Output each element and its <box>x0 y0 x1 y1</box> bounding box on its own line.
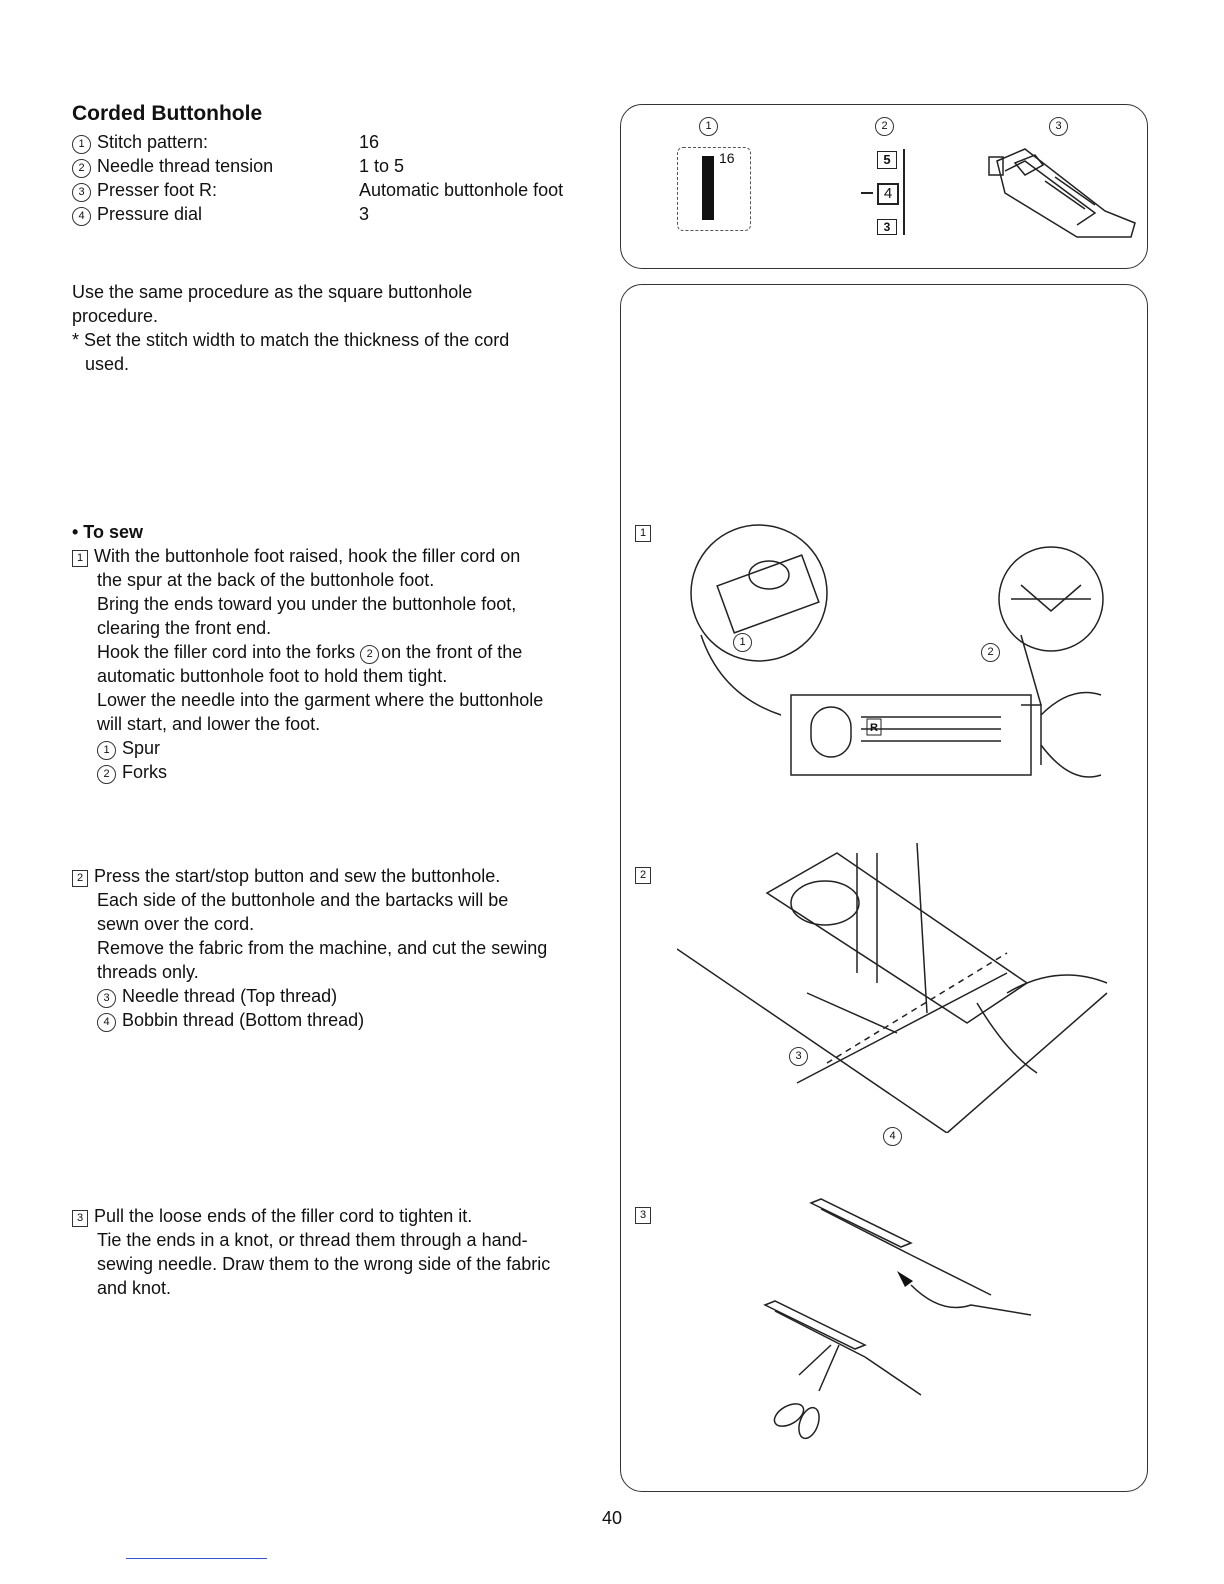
step-2 <box>72 864 632 1032</box>
page-title: Corded Buttonhole <box>72 102 263 125</box>
detail-circle <box>691 525 827 661</box>
step-number: 3 <box>72 1210 88 1227</box>
step-line: Remove the fabric from the machine, and cut the sewing <box>97 938 548 958</box>
step-line: sewing needle. Draw them to the wrong side of the fabric <box>97 1254 551 1274</box>
footer-rule <box>126 1558 267 1559</box>
callout-number: 2 <box>981 643 1000 662</box>
callout-number: 3 <box>97 989 116 1008</box>
callout-number: 2 <box>97 765 116 784</box>
legend-label: Bobbin thread (Bottom thread) <box>122 1010 365 1030</box>
figure-step-label: 1 <box>635 525 651 542</box>
callout-number: 1 <box>699 117 718 136</box>
spec-value: Automatic buttonhole foot <box>359 180 564 200</box>
step-line: Press the start/stop button and sew the buttonhole. <box>94 866 501 886</box>
to-sew-heading: • To sew <box>72 522 143 542</box>
spec-table <box>72 130 563 226</box>
step-number: 2 <box>72 870 88 887</box>
callout-number: 1 <box>72 135 91 154</box>
page-number: 40 <box>601 1508 623 1528</box>
callout-number: 3 <box>72 183 91 202</box>
spec-value: 1 to 5 <box>359 156 405 176</box>
intro-note: * Set the stitch width to match the thickness of the cord <box>72 330 510 350</box>
spec-row <box>72 178 563 202</box>
legend-label: Forks <box>122 762 167 782</box>
spec-label: Pressure dial <box>97 204 203 224</box>
tension-value: 3 <box>877 219 897 235</box>
stitch-bar-mark <box>702 156 714 220</box>
step-line: automatic buttonhole foot to hold them tight. <box>97 666 448 686</box>
spec-value: 3 <box>359 204 370 224</box>
stitch-number: 16 <box>719 150 735 166</box>
callout-number: 4 <box>883 1127 902 1146</box>
settings-figure-panel <box>620 104 1148 269</box>
step-line: Bring the ends toward you under the buttonhole foot, <box>97 594 517 614</box>
step3-illustration <box>751 1195 1051 1455</box>
step-number: 1 <box>72 550 88 567</box>
step-line: Each side of the buttonhole and the bartacks will be <box>97 890 509 910</box>
spec-label: Stitch pattern: <box>97 132 209 152</box>
steps-figure-panel <box>620 284 1148 1492</box>
step-line: Hook the filler cord into the forks <box>97 642 356 662</box>
spec-row <box>72 154 563 178</box>
figure-step-label: 3 <box>635 1207 651 1224</box>
step-line: Tie the ends in a knot, or thread them through a hand- <box>97 1230 528 1250</box>
tension-dial-illustration <box>875 149 905 235</box>
step-3 <box>72 1204 632 1300</box>
legend-label: Needle thread (Top thread) <box>122 986 338 1006</box>
foot-letter: R <box>870 722 878 734</box>
step-line: sewn over the cord. <box>97 914 255 934</box>
callout-number: 3 <box>1049 117 1068 136</box>
callout-number: 2 <box>360 645 379 664</box>
tension-value: 5 <box>877 151 897 169</box>
step-1 <box>72 544 632 784</box>
spec-row <box>72 202 563 226</box>
step-line: on the front of the <box>381 642 523 662</box>
step-line: the spur at the back of the buttonhole foot. <box>97 570 435 590</box>
step-line: With the buttonhole foot raised, hook the filler cord on <box>94 546 521 566</box>
stitch-window-illustration <box>677 147 751 231</box>
spec-row <box>72 130 563 154</box>
step-line: Pull the loose ends of the filler cord to tighten it. <box>94 1206 473 1226</box>
legend-label: Spur <box>122 738 161 758</box>
callout-number: 1 <box>733 633 752 652</box>
step2-illustration <box>677 833 1117 1133</box>
step-line: will start, and lower the foot. <box>97 714 321 734</box>
callout-number: 1 <box>97 741 116 760</box>
intro-text <box>72 280 612 376</box>
step-line: threads only. <box>97 962 199 982</box>
callout-number: 4 <box>97 1013 116 1032</box>
intro-line: procedure. <box>72 306 159 326</box>
step-line: and knot. <box>97 1278 172 1298</box>
spec-label: Presser foot R: <box>97 180 218 200</box>
callout-number: 2 <box>875 117 894 136</box>
step1-illustration <box>681 515 1141 805</box>
callout-number: 2 <box>72 159 91 178</box>
tension-value: 4 <box>877 183 899 205</box>
intro-line: Use the same procedure as the square buttonhole <box>72 282 473 302</box>
callout-number: 4 <box>72 207 91 226</box>
indicator-mark <box>861 192 873 194</box>
spec-label: Needle thread tension <box>97 156 274 176</box>
spec-value: 16 <box>359 132 380 152</box>
step-line: clearing the front end. <box>97 618 272 638</box>
callout-number: 3 <box>789 1047 808 1066</box>
buttonhole-foot-illustration <box>985 141 1145 251</box>
step-line: Lower the needle into the garment where the buttonhole <box>97 690 544 710</box>
intro-note: used. <box>85 354 130 374</box>
figure-step-label: 2 <box>635 867 651 884</box>
